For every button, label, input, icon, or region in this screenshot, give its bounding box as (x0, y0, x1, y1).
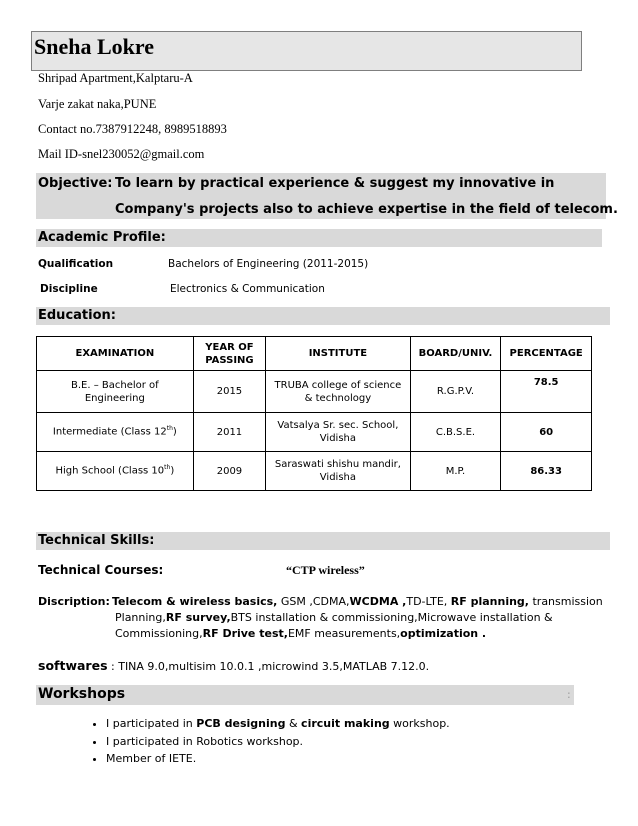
year-cell: 2015 (193, 371, 265, 413)
softwares-label: softwares (38, 658, 108, 673)
text-run: circuit making (301, 717, 390, 730)
text-run: I participated in (106, 717, 197, 730)
text-run: Member of IETE. (106, 752, 197, 765)
percentage-cell: 86.33 (501, 452, 592, 491)
year-cell: 2011 (193, 413, 265, 452)
text-run: optimization . (400, 627, 487, 640)
percentage-cell: 78.5 (501, 371, 592, 413)
table-row (37, 413, 592, 452)
list-item (106, 733, 450, 751)
institute-cell: Vatsalya Sr. sec. School, Vidisha (266, 413, 410, 452)
exam-cell: Intermediate (Class 12th) (37, 413, 194, 452)
institute-cell: TRUBA college of science & technology (266, 371, 410, 413)
text-run: BTS installation & commissioning,Microwave installation & (230, 611, 553, 624)
text-run: Commissioning, (115, 627, 203, 640)
discipline-label: Discipline (40, 283, 98, 295)
text-run: GSM ,CDMA, (277, 595, 350, 608)
text-run: WCDMA , (349, 595, 407, 608)
candidate-name: Sneha Lokre (34, 34, 155, 59)
text-run: PCB designing (196, 717, 286, 730)
workshops-list (88, 715, 450, 768)
softwares-value: : TINA 9.0,multisim 10.0.1 ,microwind 3.5,MATLAB 7.12.0. (111, 660, 430, 673)
education-table (36, 336, 592, 491)
text-run: EMF measurements, (287, 627, 401, 640)
text-run: Telecom & wireless basics, (112, 595, 278, 608)
list-item (106, 750, 450, 768)
board-cell: M.P. (410, 452, 501, 491)
col-board: BOARD/UNIV. (410, 337, 501, 371)
table-row (37, 371, 592, 413)
objective-line-1: To learn by practical experience & suggest my innovative in (115, 176, 555, 191)
discription-label: Discription: (38, 595, 110, 608)
discription-line-1 (112, 595, 603, 608)
institute-cell: Saraswati shishu mandir, Vidisha (266, 452, 410, 491)
workshops-title: Workshops (38, 686, 126, 702)
text-run: workshop. (389, 717, 450, 730)
table-row (37, 452, 592, 491)
academic-title: Academic Profile: (38, 230, 166, 245)
col-year: YEAR OF PASSING (193, 337, 265, 371)
objective-label: Objective: (38, 176, 113, 191)
objective-line-2: Company's projects also to achieve expertise in the field of telecom. (115, 202, 618, 217)
technical-courses-value: “CTP wireless” (286, 563, 365, 577)
col-percentage: PERCENTAGE (501, 337, 592, 371)
address-line-2: Varje zakat naka,PUNE (38, 97, 157, 111)
technical-courses-label: Technical Courses: (38, 563, 164, 577)
exam-cell: High School (Class 10th) (37, 452, 194, 491)
exam-cell: B.E. – Bachelor of Engineering (37, 371, 194, 413)
discipline-value: Electronics & Communication (170, 283, 325, 295)
mail-id: Mail ID-snel230052@gmail.com (38, 147, 205, 161)
col-institute: INSTITUTE (266, 337, 410, 371)
text-run: Planning, (115, 611, 166, 624)
discription-line-2 (115, 611, 553, 624)
workshops-colon: : (567, 688, 571, 701)
text-run: RF survey, (165, 611, 231, 624)
text-run: I participated in Robotics workshop. (106, 734, 304, 748)
text-run: transmission (528, 595, 603, 608)
text-run: RF planning, (450, 595, 529, 608)
text-run: TD-LTE, (406, 595, 451, 608)
qualification-value: Bachelors of Engineering (2011-2015) (168, 258, 369, 270)
board-cell: R.G.P.V. (410, 371, 501, 413)
softwares-line (38, 658, 429, 673)
text-run: & (285, 717, 302, 730)
education-title: Education: (38, 308, 116, 323)
year-cell: 2009 (193, 452, 265, 491)
discription-line-3 (115, 627, 486, 640)
text-run: RF Drive test, (202, 627, 288, 640)
address-line-1: Shripad Apartment,Kalptaru-A (38, 71, 193, 85)
technical-title: Technical Skills: (38, 533, 155, 548)
board-cell: C.B.S.E. (410, 413, 501, 452)
education-band (36, 307, 610, 325)
col-examination: EXAMINATION (37, 337, 194, 371)
contact-number: Contact no.7387912248, 8989518893 (38, 122, 227, 136)
list-item (106, 715, 450, 733)
qualification-label: Qualification (38, 258, 114, 270)
table-header-row (37, 337, 592, 371)
percentage-cell: 60 (501, 413, 592, 452)
